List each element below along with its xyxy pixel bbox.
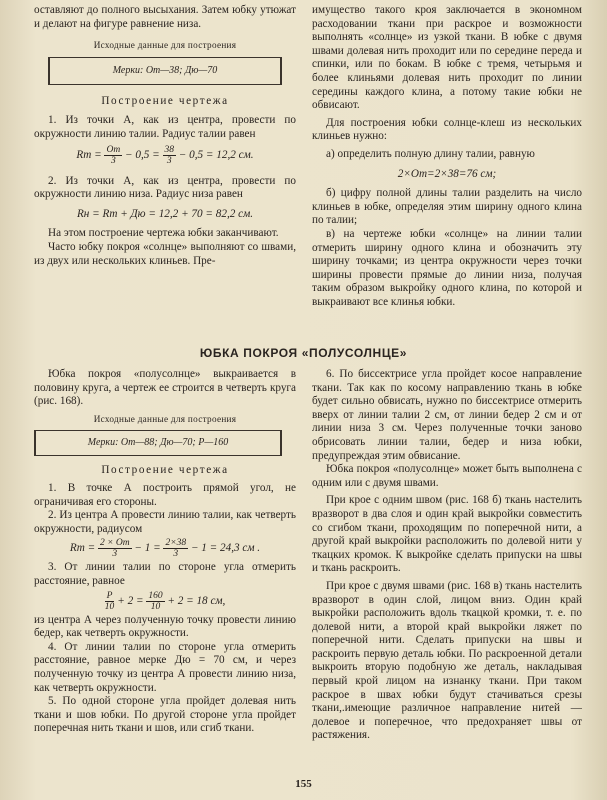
fraction	[104, 145, 122, 166]
paragraph: На этом построение чертежа юбки заканчивают.	[48, 227, 279, 240]
paragraph: имущество такого кроя заключается в экономном расходовании ткани при раскрое и возможности выполнять «солнце» из узкой ткани. В юбке с двумя швами долевая нить проходит или по середине переда и спинки, или по бокам. В юбке с тремя, четырьмя и более клиньями долевая нить проходит по линии середины каждого клина, а потому такие юбки не обвисают.	[312, 4, 582, 112]
data-title: Исходные данные для построения	[93, 40, 237, 51]
step-5: 5. По одной стороне угла пройдет долевая нить ткани и шов юбки. По другой стороне угла пройдет поперечная нить ткани и шов, или сгиб ткани.	[34, 695, 296, 735]
step-6: 6. По биссектрисе угла пройдет косое направление ткани. Так как по косому направлению ткань в юбке будет сильно обвисать, нужно по биссектрисе отмерить вверх от линии талии 2 см, от линии бедер 2 см и от линии низа 3 см. Через полученные точки заново обрисовать линии талии, бедер и низа юбки, предупреждая этим обвисание.	[312, 368, 582, 462]
denominator: 10	[104, 601, 115, 612]
numerator: От	[106, 144, 121, 155]
section-title: Построение чертежа	[101, 464, 229, 477]
measures-text: Мерки: От—88; Дю—70; Р—160	[87, 437, 229, 449]
formula-part: − 0,5 = 12,2 см.	[178, 148, 254, 161]
formula-part: + 2 =	[117, 594, 144, 607]
measures-box	[34, 430, 282, 456]
numerator: 2×38	[165, 538, 187, 549]
column-bottom-left	[34, 368, 296, 736]
numerator: 38	[164, 144, 174, 155]
step-3: 3. От линии талии по стороне угла отмерить расстояние, равное	[34, 561, 296, 587]
denominator: 3	[110, 155, 116, 166]
denominator: 3	[173, 549, 179, 560]
section-heading: ЮБКА ПОКРОЯ «ПОЛУСОЛНЦЕ»	[199, 346, 408, 360]
formula-part: − 1 = 24,3 см .	[190, 542, 261, 555]
formula-part: − 0,5 =	[125, 148, 160, 161]
paragraph: Юбка покроя «полусолнце» может быть выполнена с одним или с двумя швами.	[312, 463, 582, 489]
paragraph: Юбка покроя «полусолнце» выкраивается в половину круга, а чертеж ее строится в четверть круга (рис. 168).	[34, 368, 296, 408]
measures-box	[48, 57, 282, 85]
paragraph: из центра А через полученную точку провести линию бедер, как четверть окружности.	[34, 613, 296, 640]
column-top-right	[312, 4, 582, 309]
data-title: Исходные данные для построения	[93, 413, 237, 424]
numerator: 2 × От	[99, 538, 130, 549]
denominator: 10	[150, 601, 161, 612]
column-bottom-right	[312, 368, 582, 743]
paragraph: При крое с одним швом (рис. 168 б) ткань настелить вразворот в два слоя и один край выкройки совместить со сгибом ткани, проходящим по поперечной нити, а другой край выкройки расположить по долевой нити у ткацких кромок. К выкройке сделать припуски на швы и ткань раскроить.	[312, 494, 582, 575]
denominator: 3	[166, 155, 172, 166]
fraction	[163, 538, 188, 559]
fraction	[146, 591, 164, 612]
formula-1	[34, 145, 296, 166]
formula-part: Rт =	[69, 542, 96, 555]
list-item-b: б) цифру полной длины талии разделить на число клиньев в юбке, определяя этим ширину одного клина по талии;	[312, 187, 582, 227]
numerator: Р	[106, 590, 113, 601]
formula-a: 2×От=2×38=76 см;	[397, 167, 497, 180]
column-top-left	[34, 4, 296, 268]
paragraph: При крое с двумя швами (рис. 168 в) ткань настелить вразворот в один слой, лицом вниз. Один край выкройки расположить вдоль ткацкой кромки, т. е. по долевой нити, а второй край выкройки ляжет по поперечной нити. Сделать припуски на швы и раскроить первую деталь юбки. По раскроенной детали выкроить вторую подобную же деталь, накладывая первый крой лицом на изнанку ткани. При таком раскрое в швах юбки будут стачиваться срезы ткани,.имеющие различное направление нитей — долевое и поперечное, что предохраняет швы от растяжения.	[312, 579, 582, 742]
formula-part: − 1 =	[134, 542, 161, 555]
paragraph: Часто юбку покроя «солнце» выполняют со швами, из двух или нескольких клиньев. Пре-	[34, 240, 296, 267]
numerator: 160	[148, 590, 163, 601]
denominator: 3	[112, 549, 118, 560]
formula-2: Rн = Rт + Дю = 12,2 + 70 = 82,2 см.	[76, 207, 254, 220]
fraction	[163, 145, 177, 166]
step-2: 2. Из центра А провести линию талии, как четверть окружности, радиусом	[34, 509, 296, 535]
section-title: Построение чертежа	[101, 94, 229, 107]
paragraph: оставляют до полного высыхания. Затем юбку утюжат и делают на фигуре равнение низа.	[34, 4, 296, 30]
formula-2	[34, 591, 296, 612]
list-item-a: а) определить полную длину талии, равную	[326, 147, 535, 160]
fraction	[98, 538, 132, 559]
step-1: 1. Из точки А, как из центра, провести по окружности линию талии. Радиус талии равен	[34, 114, 296, 140]
step-2: 2. Из точки А, как из центра, провести по окружности линию низа. Радиус низа равен	[34, 174, 296, 201]
paragraph: Для построения юбки солнце-клеш из нескольких клиньев нужно:	[312, 116, 582, 143]
fraction	[105, 591, 115, 612]
list-item-c: в) на чертеже юбки «солнце» на линии талии отмерить ширину одного клина и обозначить эту ширину точками; из центра окружности через точки ширины провести прямые до линии низа, получая таким образом выкройку одного клина, по которой и выкраивают все клинья юбки.	[312, 227, 582, 308]
formula-part: Rт =	[76, 148, 102, 161]
page-number: 155	[295, 778, 312, 790]
formula-part: + 2 = 18 см,	[167, 594, 226, 607]
step-1: 1. В точке А построить прямой угол, не ограничивая его стороны.	[34, 481, 296, 508]
measures-text: Мерки: От—38; Дю—70	[112, 64, 218, 76]
step-4: 4. От линии талии по стороне угла отмерить расстояние, равное мерке Дю = 70 см, и через полученную точку из центра А провести линию низа, как четверть окружности.	[34, 640, 296, 694]
formula-1	[34, 538, 296, 559]
